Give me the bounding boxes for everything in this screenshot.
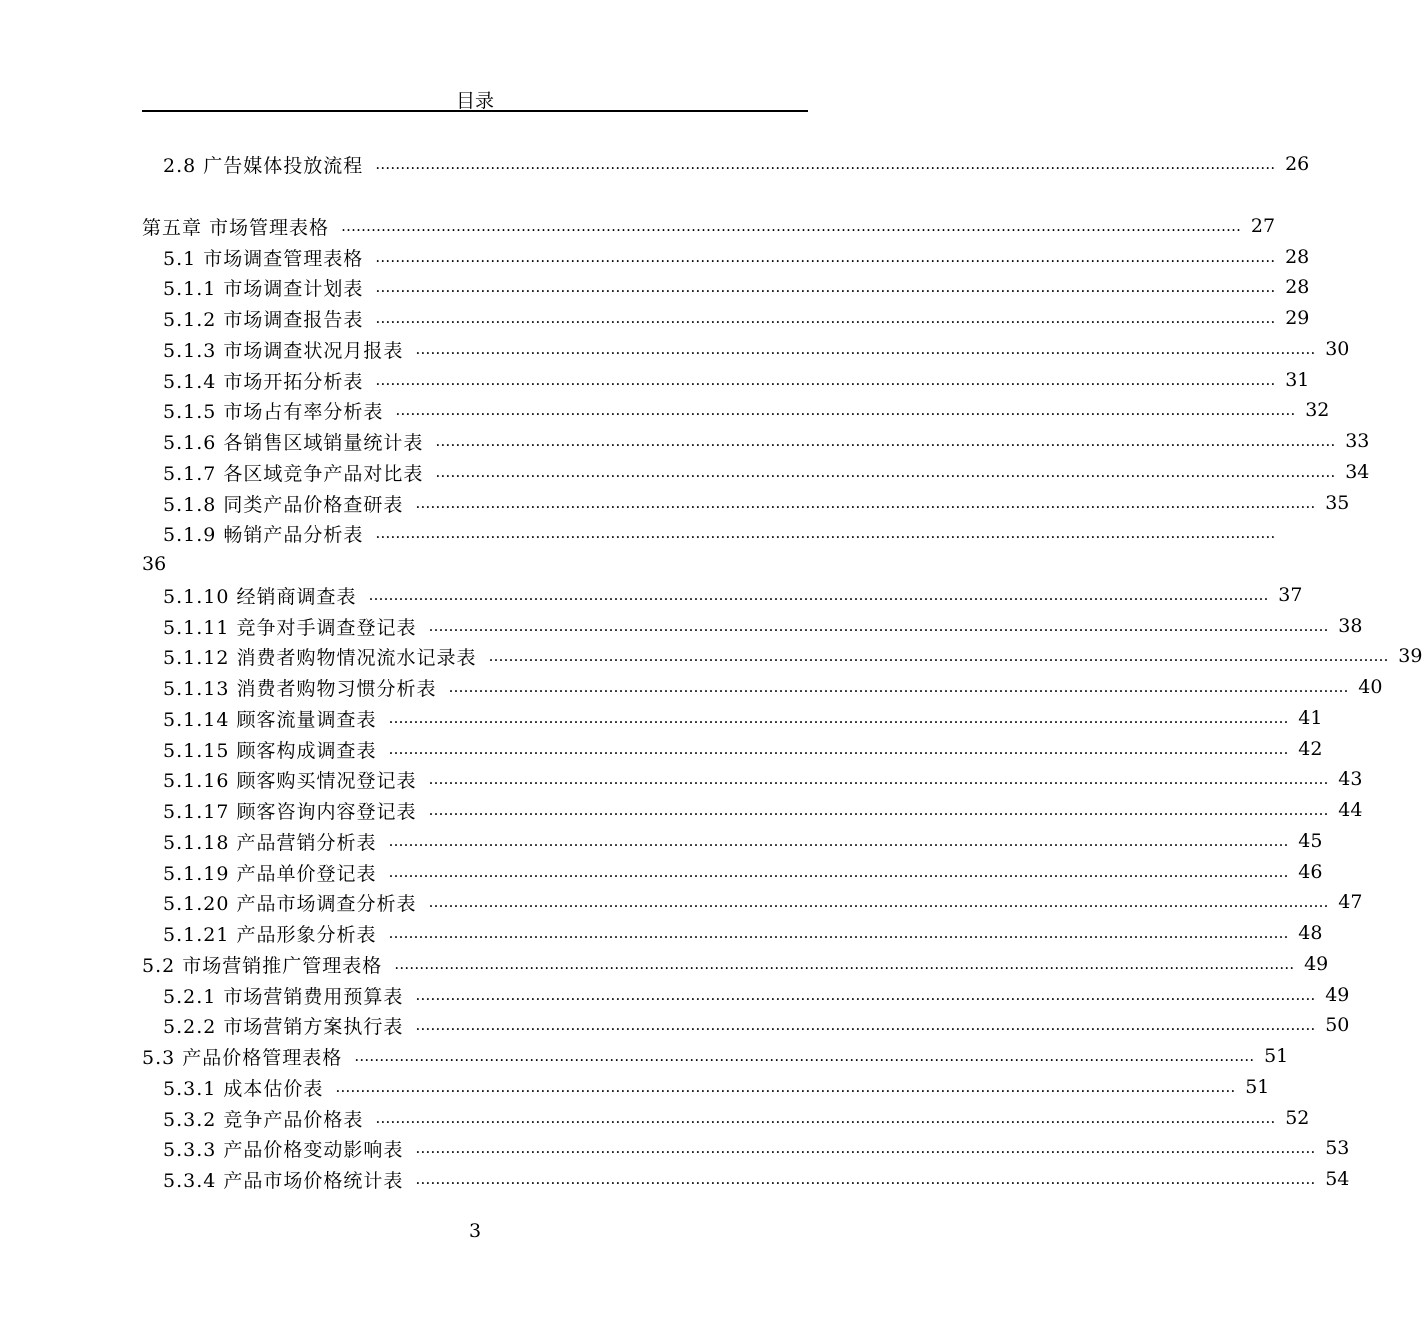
toc-entry-page-number: 45 bbox=[1298, 830, 1323, 852]
toc-entry-title: 5.2 市场营销推广管理表格 bbox=[142, 954, 383, 977]
toc-entry[interactable] bbox=[163, 764, 1363, 794]
dot-leader: ……………………………………………………………………………………………………………………………………………………………… bbox=[415, 986, 1316, 1004]
toc-entry-title: 5.1.10 经销商调查表 bbox=[163, 585, 357, 608]
dot-leader: ……………………………………………………………………………………………………………………………………………………………… bbox=[428, 770, 1329, 788]
toc-entry-page-number: 44 bbox=[1338, 799, 1363, 821]
toc-entry[interactable] bbox=[163, 395, 1330, 425]
toc-entry[interactable] bbox=[163, 1103, 1310, 1133]
toc-entry-title: 5.1.7 各区域竞争产品对比表 bbox=[163, 462, 424, 485]
dot-leader: ……………………………………………………………………………………………………………………………………………………………… bbox=[388, 832, 1289, 850]
toc-entry-title: 5.1.20 产品市场调查分析表 bbox=[163, 892, 417, 915]
toc-entry-page-number: 37 bbox=[1278, 584, 1303, 606]
toc-entry-page-number: 52 bbox=[1285, 1107, 1310, 1129]
toc-entry-page-number: 53 bbox=[1325, 1137, 1350, 1159]
dot-leader: ……………………………………………………………………………………………………………………………………………………………… bbox=[341, 217, 1242, 235]
toc-entry[interactable] bbox=[163, 1072, 1270, 1102]
dot-leader: ……………………………………………………………………………………………………………………………………………………………… bbox=[388, 924, 1289, 942]
dot-leader: ……………………………………………………………………………………………………………………………………………………………… bbox=[428, 617, 1329, 635]
dot-leader: ……………………………………………………………………………………………………………………………………………………………… bbox=[368, 586, 1269, 604]
toc-entry[interactable] bbox=[163, 1010, 1350, 1040]
toc-entry[interactable] bbox=[163, 488, 1350, 518]
dot-leader: ……………………………………………………………………………………………………………………………………………………………… bbox=[388, 740, 1289, 758]
toc-entry[interactable] bbox=[163, 980, 1350, 1010]
toc-entry-page-number: 51 bbox=[1245, 1076, 1270, 1098]
dot-leader: ……………………………………………………………………………………………………………………………………………………………… bbox=[388, 863, 1289, 881]
dot-leader: ……………………………………………………………………………………………………………………………………………………………… bbox=[435, 463, 1336, 481]
page-number: 3 bbox=[468, 1220, 482, 1242]
toc-entry-page-number: 27 bbox=[1250, 215, 1276, 237]
dot-leader: ……………………………………………………………………………………………………………………………………………………………… bbox=[415, 1016, 1316, 1034]
toc-entry-page-number: 32 bbox=[1305, 399, 1330, 421]
dot-leader: ……………………………………………………………………………………………………………………………………………………………… bbox=[415, 1170, 1316, 1188]
toc-entry[interactable] bbox=[163, 334, 1350, 364]
toc-entry-title: 5.3 产品价格管理表格 bbox=[142, 1046, 343, 1069]
toc-entry-title: 5.1.12 消费者购物情况流水记录表 bbox=[163, 646, 477, 669]
toc-entry-title: 5.1.13 消费者购物习惯分析表 bbox=[163, 677, 437, 700]
toc-entry[interactable] bbox=[142, 1041, 1289, 1071]
dot-leader: ……………………………………………………………………………………………………………………………………………………………… bbox=[375, 278, 1276, 296]
dot-leader: ……………………………………………………………………………………………………………………………………………………………… bbox=[388, 709, 1289, 727]
dot-leader: ……………………………………………………………………………………………………………………………………………………………… bbox=[394, 955, 1295, 973]
dot-leader: ……………………………………………………………………………………………………………………………………………………………… bbox=[488, 647, 1389, 665]
toc-entry[interactable] bbox=[163, 703, 1323, 733]
toc-entry[interactable] bbox=[163, 1133, 1350, 1163]
toc-entry-page-number: 51 bbox=[1264, 1045, 1289, 1067]
toc-entry-page-number: 33 bbox=[1345, 430, 1370, 452]
toc-entry-title: 5.1.19 产品单价登记表 bbox=[163, 862, 377, 885]
toc-entry-page-number: 47 bbox=[1338, 891, 1363, 913]
dot-leader: ……………………………………………………………………………………………………………………………………………………………… bbox=[354, 1047, 1255, 1065]
toc-entry-page-number: 29 bbox=[1285, 307, 1310, 329]
toc-entry[interactable] bbox=[163, 426, 1370, 456]
toc-entry-title: 5.1.8 同类产品价格查研表 bbox=[163, 493, 404, 516]
toc-entry[interactable] bbox=[163, 457, 1370, 487]
toc-entry-title: 5.1.6 各销售区域销量统计表 bbox=[163, 431, 424, 454]
toc-entry[interactable] bbox=[163, 580, 1303, 610]
toc-entry-title: 5.1.15 顾客构成调查表 bbox=[163, 739, 377, 762]
toc-entry-page-number: 34 bbox=[1345, 461, 1370, 483]
dot-leader: ……………………………………………………………………………………………………………………………………………………………… bbox=[415, 340, 1316, 358]
dot-leader: ……………………………………………………………………………………………………………………………………………………………… bbox=[375, 248, 1276, 266]
toc-entry[interactable] bbox=[163, 826, 1323, 856]
toc-entry[interactable] bbox=[142, 949, 1329, 979]
toc-entry-page-number: 35 bbox=[1325, 492, 1350, 514]
dot-leader: ……………………………………………………………………………………………………………………………………………………………… bbox=[395, 401, 1296, 419]
toc-entry-page-number: 43 bbox=[1338, 768, 1363, 790]
dot-leader: ……………………………………………………………………………………………………………………………………………………………… bbox=[375, 155, 1276, 173]
toc-entry-page-number: 54 bbox=[1325, 1168, 1350, 1190]
dot-leader: ……………………………………………………………………………………………………………………………………………………………… bbox=[375, 524, 1276, 542]
toc-entry-page-number: 39 bbox=[1398, 645, 1422, 667]
toc-entry[interactable] bbox=[163, 1164, 1350, 1194]
dot-leader: ……………………………………………………………………………………………………………………………………………………………… bbox=[375, 371, 1276, 389]
page-header-title: 目录 bbox=[455, 90, 494, 112]
toc-entry[interactable] bbox=[163, 641, 1422, 671]
toc-entry-page-number: 46 bbox=[1298, 861, 1323, 883]
toc-entry[interactable] bbox=[163, 149, 1310, 179]
toc-entry[interactable] bbox=[163, 795, 1363, 825]
toc-entry-page-number: 40 bbox=[1358, 676, 1383, 698]
toc-entry-title: 5.3.4 产品市场价格统计表 bbox=[163, 1169, 404, 1192]
toc-entry-title: 5.1.9 畅销产品分析表 bbox=[163, 523, 364, 546]
toc-entry-page-number: 36 bbox=[142, 553, 167, 575]
dot-leader: ……………………………………………………………………………………………………………………………………………………………… bbox=[335, 1078, 1236, 1096]
toc-entry[interactable] bbox=[163, 242, 1310, 272]
toc-entry-title: 5.1.21 产品形象分析表 bbox=[163, 923, 377, 946]
toc-entry-title: 5.2.2 市场营销方案执行表 bbox=[163, 1015, 404, 1038]
dot-leader: ……………………………………………………………………………………………………………………………………………………………… bbox=[375, 309, 1276, 327]
toc-entry[interactable] bbox=[163, 303, 1310, 333]
toc-entry-title: 5.1.3 市场调查状况月报表 bbox=[163, 339, 404, 362]
toc-entry[interactable] bbox=[163, 734, 1323, 764]
toc-entry[interactable] bbox=[163, 857, 1323, 887]
toc-entry-title: 5.1.4 市场开拓分析表 bbox=[163, 370, 364, 393]
toc-entry[interactable] bbox=[163, 918, 1323, 948]
toc-entry-page-number: 38 bbox=[1338, 615, 1363, 637]
toc-entry-title: 5.1.17 顾客咨询内容登记表 bbox=[163, 800, 417, 823]
toc-entry-title: 第五章 市场管理表格 bbox=[142, 216, 330, 239]
toc-entry[interactable] bbox=[163, 272, 1310, 302]
toc-entry-title: 5.1.2 市场调查报告表 bbox=[163, 308, 364, 331]
toc-entry-title: 5.3.3 产品价格变动影响表 bbox=[163, 1138, 404, 1161]
dot-leader: ……………………………………………………………………………………………………………………………………………………………… bbox=[415, 494, 1316, 512]
toc-entry-page-number: 42 bbox=[1298, 738, 1323, 760]
toc-entry-title: 5.1.14 顾客流量调查表 bbox=[163, 708, 377, 731]
toc-entry-page-number: 28 bbox=[1285, 246, 1310, 268]
toc-entry-page-number: 31 bbox=[1285, 369, 1310, 391]
toc-entry-page-number: 48 bbox=[1298, 922, 1323, 944]
toc-entry[interactable] bbox=[163, 672, 1383, 702]
dot-leader: ……………………………………………………………………………………………………………………………………………………………… bbox=[448, 678, 1349, 696]
toc-entry-title: 5.2.1 市场营销费用预算表 bbox=[163, 985, 404, 1008]
toc-entry[interactable] bbox=[163, 887, 1363, 917]
toc-entry-title: 5.1.1 市场调查计划表 bbox=[163, 277, 364, 300]
toc-entry-page-number: 49 bbox=[1304, 953, 1329, 975]
toc-entry-title: 5.1.11 竞争对手调查登记表 bbox=[163, 616, 417, 639]
toc-entry-page-number: 26 bbox=[1285, 153, 1310, 175]
toc-entry-page-number: 49 bbox=[1325, 984, 1350, 1006]
toc-entry-title: 5.3.2 竞争产品价格表 bbox=[163, 1108, 364, 1131]
toc-entry-page-number: 30 bbox=[1325, 338, 1350, 360]
dot-leader: ……………………………………………………………………………………………………………………………………………………………… bbox=[415, 1139, 1316, 1157]
toc-entry-page-number: 41 bbox=[1298, 707, 1323, 729]
toc-entry-page-number: 50 bbox=[1325, 1014, 1350, 1036]
toc-entry[interactable] bbox=[142, 211, 1276, 241]
dot-leader: ……………………………………………………………………………………………………………………………………………………………… bbox=[435, 432, 1336, 450]
toc-entry-title: 5.1.5 市场占有率分析表 bbox=[163, 400, 384, 423]
toc-entry-page-number: 28 bbox=[1285, 276, 1310, 298]
toc-entry-title: 5.1.16 顾客购买情况登记表 bbox=[163, 769, 417, 792]
toc-entry-title: 5.3.1 成本估价表 bbox=[163, 1077, 324, 1100]
dot-leader: ……………………………………………………………………………………………………………………………………………………………… bbox=[428, 893, 1329, 911]
toc-entry[interactable] bbox=[163, 611, 1363, 641]
toc-entry-title: 2.8 广告媒体投放流程 bbox=[163, 154, 364, 177]
toc-entry[interactable] bbox=[163, 518, 1276, 548]
dot-leader: ……………………………………………………………………………………………………………………………………………………………… bbox=[428, 801, 1329, 819]
toc-entry[interactable] bbox=[163, 365, 1310, 395]
toc-entry-title: 5.1 市场调查管理表格 bbox=[163, 247, 364, 270]
toc-entry-title: 5.1.18 产品营销分析表 bbox=[163, 831, 377, 854]
dot-leader: ……………………………………………………………………………………………………………………………………………………………… bbox=[375, 1109, 1276, 1127]
